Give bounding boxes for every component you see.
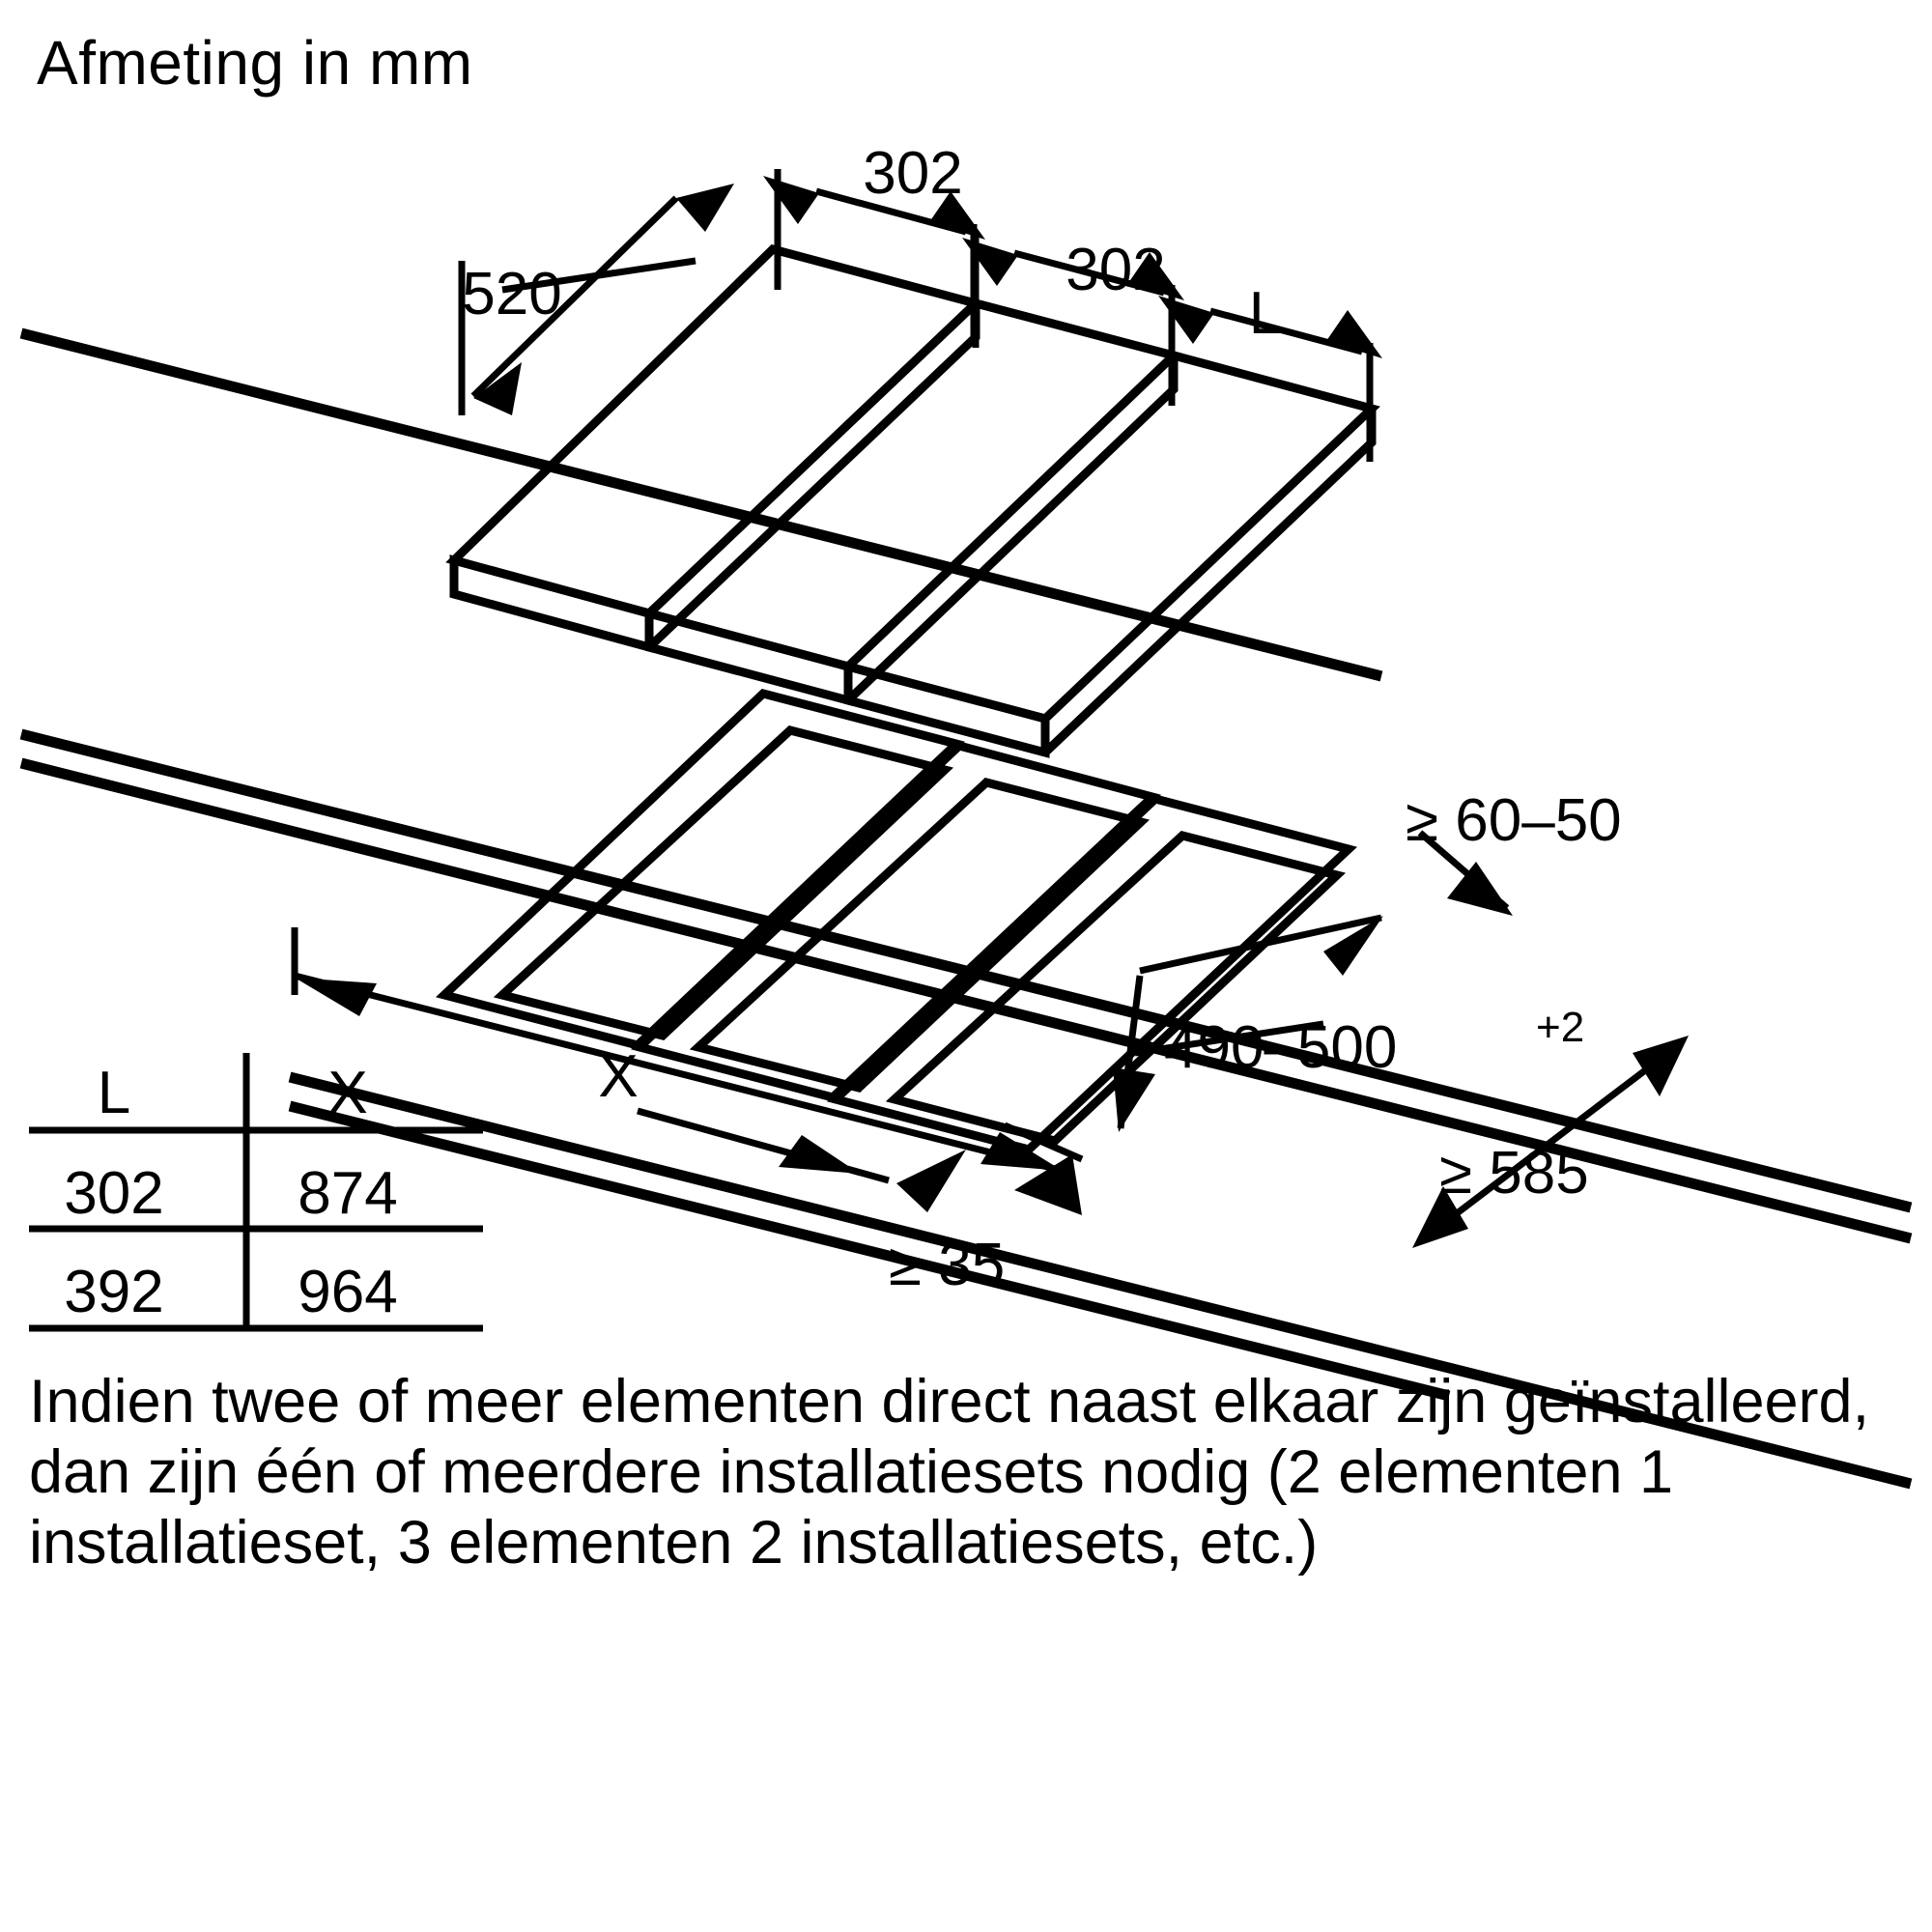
- cooktop-panel-3: [848, 355, 1372, 753]
- label-cutout-depth-group: [1164, 1004, 1584, 1081]
- label-cutout-depth: 490–500: [1164, 1014, 1398, 1081]
- label-520: 520: [462, 261, 562, 327]
- label-cutout-depth-sup: +2: [1536, 1004, 1585, 1051]
- table-row-2-col-L: 392: [64, 1259, 164, 1325]
- table-row-2-col-X: 964: [298, 1259, 398, 1325]
- installation-note: Indien twee of meer elementen direct naast elkaar zijn geïnstalleerd, dan zijn één of meerdere installatiesets nodig (2 elementen 1 installatieset, 3 elementen 2 installatiesets, etc.): [29, 1368, 1887, 1577]
- label-X: X: [598, 1043, 639, 1110]
- label-302-first: 302: [863, 140, 963, 207]
- label-L: L: [1248, 280, 1283, 347]
- worktop-with-cutouts: [21, 694, 1911, 1484]
- label-302-second: 302: [1065, 237, 1166, 303]
- dimension-min-35: [1005, 1125, 1082, 1215]
- table-header-L: L: [97, 1060, 131, 1126]
- label-min-585: ≥ 585: [1439, 1140, 1589, 1207]
- table-row-1-col-L: 302: [64, 1160, 164, 1227]
- cooktop-panel-2: [649, 303, 1174, 700]
- page-title: Afmeting in mm: [37, 28, 473, 98]
- table-row-1-col-X: 874: [298, 1160, 398, 1227]
- table-header-X: X: [327, 1060, 368, 1126]
- label-min-35: ≥ 35: [889, 1232, 1006, 1298]
- dimension-X-leader: [638, 1111, 966, 1212]
- label-min-60-50: ≥ 60–50: [1406, 787, 1622, 854]
